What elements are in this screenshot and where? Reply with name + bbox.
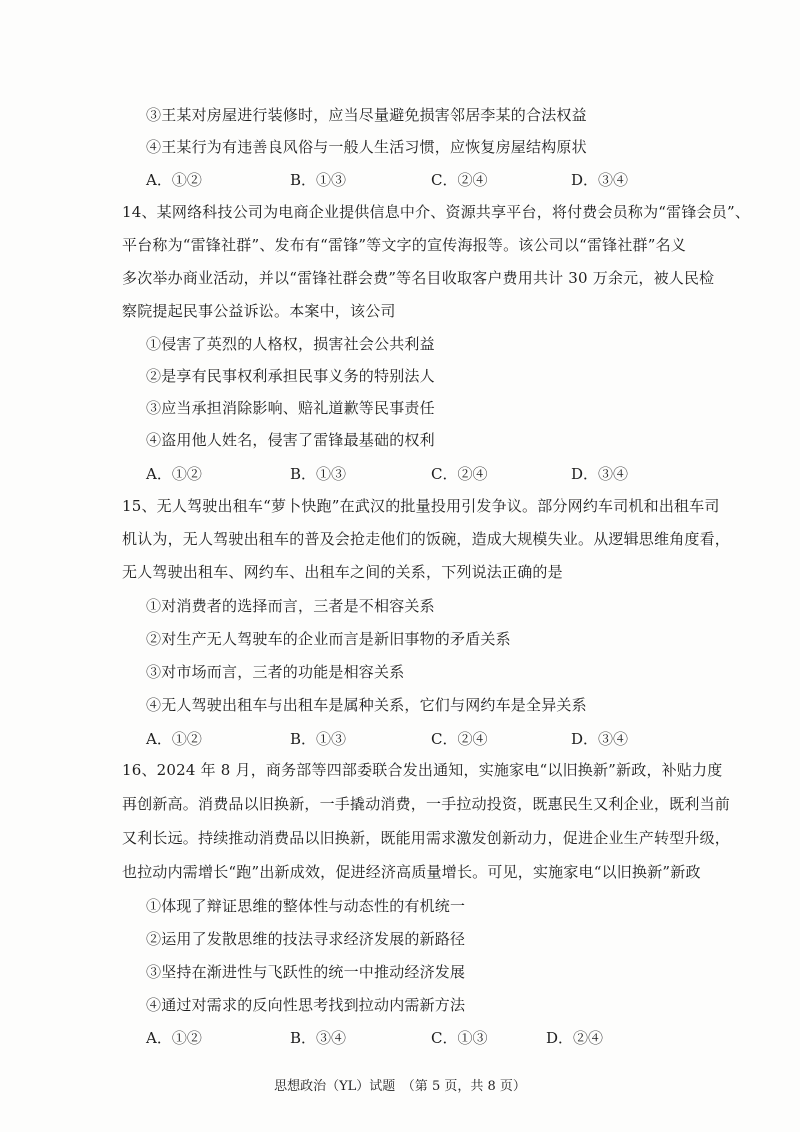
q13-choice-d: D．③④ (571, 171, 629, 189)
q13-choices (146, 170, 666, 190)
q13-choice-c: C．②④ (431, 171, 488, 189)
q14-choice-a: A．①② (146, 465, 202, 483)
q16-choice-b: B．③④ (290, 1029, 347, 1047)
q16-stem-line-2: 再创新高。消费品以旧换新，一手撬动消费，一手拉动投资，既惠民生又利企业，既利当前 (122, 795, 731, 813)
q13-choice-b: B．①③ (290, 171, 347, 189)
q15-option-4: ④无人驾驶出租车与出租车是属种关系，它们与网约车是全异关系 (146, 696, 587, 714)
q16-option-4: ④通过对需求的反向性思考找到拉动内需新方法 (146, 996, 466, 1014)
q13-option-3: ③王某对房屋进行装修时，应当尽量避免损害邻居李某的合法权益 (146, 106, 587, 124)
q14-option-4: ④盗用他人姓名，侵害了雷锋最基础的权利 (146, 431, 435, 449)
q16-choice-d: D．②④ (546, 1029, 604, 1047)
page-footer: 思想政治（YL）试题 （第 5 页，共 8 页） (274, 1079, 526, 1094)
q14-option-1: ①侵害了英烈的人格权，损害社会公共利益 (146, 335, 435, 353)
q13-option-4: ④王某行为有违善良风俗与一般人生活习惯，应恢复房屋结构原状 (146, 138, 587, 156)
q16-choices (146, 1028, 666, 1048)
q16-stem-line-3: 又利长远。持续推动消费品以旧换新，既能用需求激发创新动力，促进企业生产转型升级， (122, 829, 731, 847)
q16-choice-c: C．①③ (431, 1029, 488, 1047)
q14-stem-line-4: 察院提起民事公益诉讼。本案中，该公司 (122, 302, 396, 320)
q14-stem-line-2: 平台称为“雷锋社群”、发布有“雷锋”等文字的宣传海报等。该公司以“雷锋社群”名义 (122, 236, 687, 254)
q15-option-2: ②对生产无人驾驶车的企业而言是新旧事物的矛盾关系 (146, 630, 511, 648)
q14-option-2: ②是享有民事权利承担民事义务的特别法人 (146, 367, 435, 385)
q14-choice-c: C．②④ (431, 465, 488, 483)
q14-choices (146, 464, 666, 484)
q15-option-3: ③对市场而言，三者的功能是相容关系 (146, 663, 405, 681)
q14-option-3: ③应当承担消除影响、赔礼道歉等民事责任 (146, 399, 435, 417)
q15-choice-a: A．①② (146, 730, 202, 748)
q15-choices (146, 729, 666, 749)
q14-choice-b: B．①③ (290, 465, 347, 483)
q14-stem-line-1: 14、某网络科技公司为电商企业提供信息中介、资源共享平台，将付费会员称为“雷锋会员”、 (122, 203, 751, 221)
q15-option-1: ①对消费者的选择而言，三者是不相容关系 (146, 597, 435, 615)
q16-stem-line-1: 16、2024 年 8 月，商务部等四部委联合发出通知，实施家电“以旧换新”新政，补贴力度 (122, 761, 723, 779)
q16-option-3: ③坚持在渐进性与飞跃性的统一中推动经济发展 (146, 963, 466, 981)
q16-choice-a: A．①② (146, 1029, 202, 1047)
q15-choice-d: D．③④ (571, 730, 629, 748)
q13-choice-a: A．①② (146, 171, 202, 189)
q15-choice-c: C．②④ (431, 730, 488, 748)
q16-stem-line-4: 也拉动内需增长“跑”出新成效，促进经济高质量增长。可见，实施家电“以旧换新”新政 (122, 863, 701, 881)
q15-stem-line-2: 机认为，无人驾驶出租车的普及会抢走他们的饭碗，造成大规模失业。从逻辑思维角度看， (122, 530, 731, 548)
q15-stem-line-1: 15、无人驾驶出租车“萝卜快跑”在武汉的批量投用引发争议。部分网约车司机和出租车司 (122, 497, 720, 515)
q16-option-2: ②运用了发散思维的技法寻求经济发展的新路径 (146, 930, 466, 948)
q14-stem-line-3: 多次举办商业活动，并以“雷锋社群会费”等名目收取客户费用共计 30 万余元，被人民检 (122, 269, 715, 287)
q15-stem-line-3: 无人驾驶出租车、网约车、出租车之间的关系，下列说法正确的是 (122, 563, 563, 581)
q15-choice-b: B．①③ (290, 730, 347, 748)
q16-option-1: ①体现了辩证思维的整体性与动态性的有机统一 (146, 897, 466, 915)
q14-choice-d: D．③④ (571, 465, 629, 483)
